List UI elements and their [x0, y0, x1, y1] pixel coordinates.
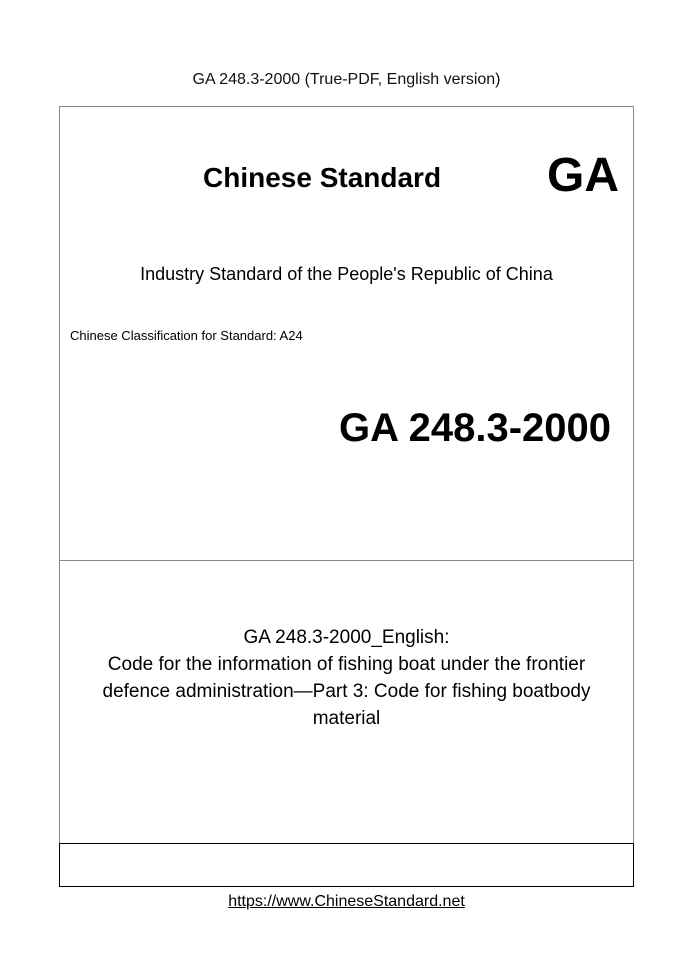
description-line: defence administration—Part 3: Code for fishing boatbody — [102, 681, 591, 702]
classification-line: Chinese Classification for Standard: A24 — [70, 328, 303, 343]
document-header-title: GA 248.3-2000 (True-PDF, English version) — [192, 71, 501, 88]
cover-bottom-box — [59, 843, 634, 887]
description-line: GA 248.3-2000_English: — [243, 627, 450, 648]
standard-code-prefix: GA — [547, 149, 619, 202]
description-line: material — [312, 708, 381, 729]
website-link[interactable]: https://www.ChineseStandard.net — [228, 893, 465, 910]
standard-number: GA 248.3-2000 — [338, 406, 611, 450]
standard-type-title: Chinese Standard — [203, 162, 442, 193]
description-line: Code for the information of fishing boat under the frontier — [107, 654, 586, 675]
standard-description — [59, 624, 634, 732]
industry-standard-line: Industry Standard of the People's Republic of China — [140, 264, 553, 284]
